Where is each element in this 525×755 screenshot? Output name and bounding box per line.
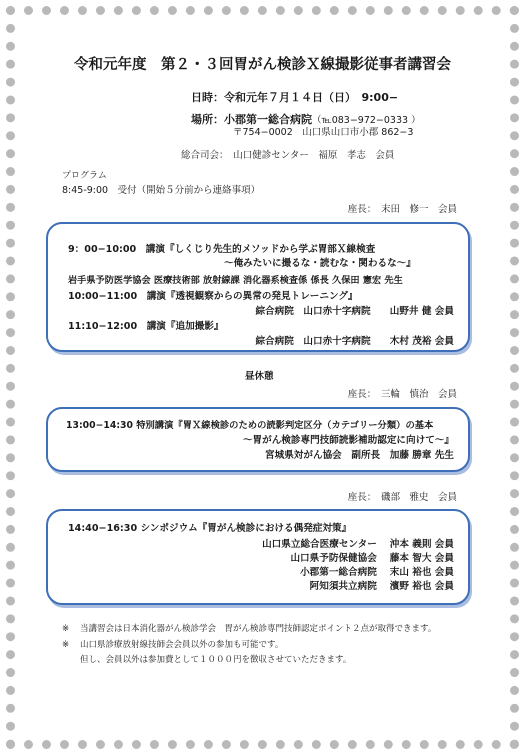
chair-1: 座長： 末田 修一 会員	[347, 204, 457, 215]
venue-name: 小郡第一総合病院	[224, 113, 312, 126]
note-1: 当講習会は日本消化器がん検診学会 胃がん検診専門技師認定ポイント２点が取得できます。	[80, 624, 437, 634]
symposium-speaker-3: 小郡第一総合病院 末山 裕也 会員	[300, 567, 454, 578]
session-3-box	[46, 509, 470, 605]
session-1-lecture-1-subtitle: 〜俺みたいに撮るな・読むな・関わるな〜』	[224, 258, 416, 269]
note-1-mark: ※	[62, 624, 70, 634]
session-2-subtitle: 〜胃がん検診専門技師読影補助認定に向けて〜』	[242, 435, 454, 446]
venue-label: 場所：	[191, 113, 224, 126]
session-3-symposium: 14:40−16:30 シンポジウム『胃がん検診における偶発症対策』	[68, 523, 352, 534]
chair-3: 座長： 磯部 雅史 会員	[347, 492, 457, 503]
chair-2: 座長： 三輪 慎治 会員	[347, 389, 457, 400]
note-3: 但し、会員以外は参加費として１０００円を徴収させていただきます。	[80, 655, 352, 665]
session-2-box	[46, 407, 470, 472]
session-1-speaker-3: 綜合病院 山口赤十字病院 木村 茂裕 会員	[255, 336, 454, 347]
page-title: 令和元年度 第２・３回胃がん検診Ｘ線撮影従事者講習会	[74, 57, 451, 73]
session-1-lecture-2: 10:00−11:00 講演『透視観察からの異常の発見トレーニング』	[68, 291, 358, 302]
session-1-lecture-1: 9：00−10:00 講演『しくじり先生的メソッドから学ぶ胃部Ｘ線検査	[68, 244, 376, 255]
note-2: 山口県診療放射線技師会会員以外の参加も可能です。	[80, 640, 284, 650]
lunch-break: 昼休憩	[245, 371, 274, 382]
symposium-speaker-2: 山口県予防保健協会 藤本 智大 会員	[290, 553, 454, 564]
note-2-mark: ※	[62, 640, 70, 650]
venue	[191, 114, 421, 127]
session-1-lecture-3: 11:10−12:00 講演『追加撮影』	[68, 321, 224, 332]
symposium-speaker-1: 山口県立総合医療センター 沖本 義則 会員	[262, 539, 454, 550]
session-2-special-lecture: 13:00−14:30 特別講演『胃Ｘ線検診のための読影判定区分（カテゴリー分類）の基本	[66, 420, 434, 431]
session-1-speaker-2: 綜合病院 山口赤十字病院 山野井 健 会員	[255, 306, 454, 317]
program-label: プログラム	[62, 171, 107, 181]
moderator: 総合司会： 山口健診センター 福原 孝志 会員	[181, 150, 395, 161]
symposium-speaker-4: 阿知須共立病院 濱野 裕也 会員	[309, 581, 454, 592]
session-2-speaker: 宮城県対がん協会 副所長 加藤 勝章 先生	[265, 450, 454, 461]
venue-address: 〒754−0002 山口県山口市小郡 862−3	[233, 127, 414, 138]
session-1-box	[46, 222, 470, 352]
venue-phone: （℡083−972−0333 ）	[312, 115, 421, 126]
event-datetime: 日時：令和元年７月１４日（日） 9:00−	[191, 91, 399, 104]
reception-time: 8:45-9:00 受付（開始５分前から連絡事項）	[62, 185, 261, 196]
session-1-speaker-1: 岩手県予防医学協会 医療技術部 放射線課 消化器系検査係 係長 久保田 憲宏 先生	[68, 275, 403, 286]
